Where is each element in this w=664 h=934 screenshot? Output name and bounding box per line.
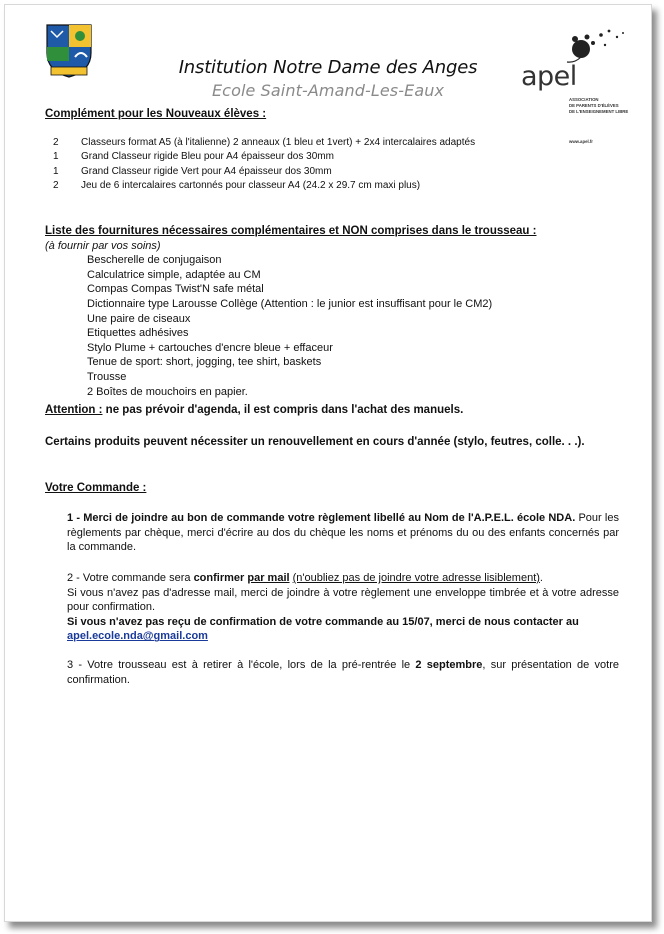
extra-supplies-list xyxy=(45,253,621,399)
step-1-text: Pour les règlements par chèque, merci d'écrire au dos du chèque les noms et prénoms du ou des enfants concernés par la commande. xyxy=(67,512,619,554)
item-description: Grand Classeur rigide Vert pour A4 épaisseur dos 30mm xyxy=(81,165,332,177)
school-subtitle: Ecole Saint-Amand-Les-Eaux xyxy=(211,81,445,100)
item-quantity: 1 xyxy=(53,151,59,163)
document-page xyxy=(4,4,652,922)
item-description: Classeurs format A5 (à l'italienne) 2 anneaux (1 bleu et 1vert) + 2x4 intercalaires adaptés xyxy=(81,137,476,148)
renewal-note: Certains produits peuvent nécessiter un renouvellement en cours d'année (stylo, feutres, colle. . .). xyxy=(45,436,585,448)
list-item xyxy=(53,136,613,150)
list-item xyxy=(53,179,613,193)
list-item: Dictionnaire type Larousse Collège (Attention : le junior est insuffisant pour le CM2) xyxy=(87,297,493,310)
apel-tagline: ASSOCIATION DE PARENTS D'ÉLÈVES DE L'ENSEIGNEMENT LIBRE xyxy=(569,97,629,114)
list-item: Compas Compas Twist'N safe métal xyxy=(87,283,264,296)
dandelion-icon xyxy=(561,27,631,63)
commande-step-1 xyxy=(67,511,619,555)
section1-heading: Complément pour les Nouveaux élèves : xyxy=(45,108,267,120)
list-item: Tenue de sport: short, jogging, tee shirt, baskets xyxy=(87,356,322,369)
commande-step-3: 3 - Votre trousseau est à retirer à l'école, lors de la pré-rentrée le 2 septembre, sur présentation de votre confirmation. xyxy=(67,659,620,686)
list-item xyxy=(53,150,613,164)
apel-wordmark: apel xyxy=(521,61,577,92)
list-item: Etiquettes adhésives xyxy=(87,327,189,340)
item-quantity: 1 xyxy=(53,165,59,177)
contact-email-link[interactable]: apel.ecole.nda@gmail.com xyxy=(67,630,208,643)
list-item: Une paire de ciseaux xyxy=(87,312,191,325)
institution-title: Institution Notre Dame des Anges xyxy=(178,57,478,78)
step-1-bold: 1 - Merci de joindre au bon de commande votre règlement libellé au Nom de l'A.P.E.L. école NDA. xyxy=(67,512,576,524)
attention-note xyxy=(45,403,463,418)
step-2-line-2: Si vous n'avez pas d'adresse mail, merci de joindre à votre règlement une enveloppe timbrée et à votre adresse pour confirmation. xyxy=(67,586,619,614)
commande-heading: Votre Commande : xyxy=(45,482,147,494)
item-description: Grand Classeur rigide Bleu pour A4 épaisseur dos 30mm xyxy=(81,151,334,163)
apel-url: www.apel.fr xyxy=(569,139,593,144)
attention-label: Attention : xyxy=(45,404,103,416)
step-2-contact: Si vous n'avez pas reçu de confirmation de votre commande au 15/07, merci de nous contacter au xyxy=(67,615,579,628)
commande-step-2 xyxy=(67,571,619,644)
list-item: Stylo Plume + cartouches d'encre bleue + effaceur xyxy=(87,341,333,354)
list-item: Bescherelle de conjugaison xyxy=(87,254,222,267)
list-item xyxy=(53,165,613,179)
item-description: Jeu de 6 intercalaires cartonnés pour classeur A4 (24.2 x 29.7 cm maxi plus) xyxy=(81,180,421,192)
item-quantity: 2 xyxy=(53,137,59,148)
supply-list xyxy=(53,136,613,194)
section2-intro: (à fournir par vos soins) xyxy=(45,239,161,252)
section2-heading: Liste des fournitures nécessaires complémentaires et NON comprises dans le trousseau : xyxy=(45,225,537,237)
attention-text: ne pas prévoir d'agenda, il est compris dans l'achat des manuels. xyxy=(102,404,464,416)
item-quantity: 2 xyxy=(53,180,59,192)
list-item: Trousse xyxy=(87,370,127,383)
apel-logo xyxy=(517,27,647,144)
section2 xyxy=(45,224,621,399)
list-item: 2 Boîtes de mouchoirs en papier. xyxy=(87,385,248,398)
list-item: Calculatrice simple, adaptée au CM xyxy=(87,268,261,281)
step-2-line-1: 2 - Votre commande sera confirmer par mail (n'oubliez pas de joindre votre adresse lisiblement). xyxy=(67,572,543,584)
